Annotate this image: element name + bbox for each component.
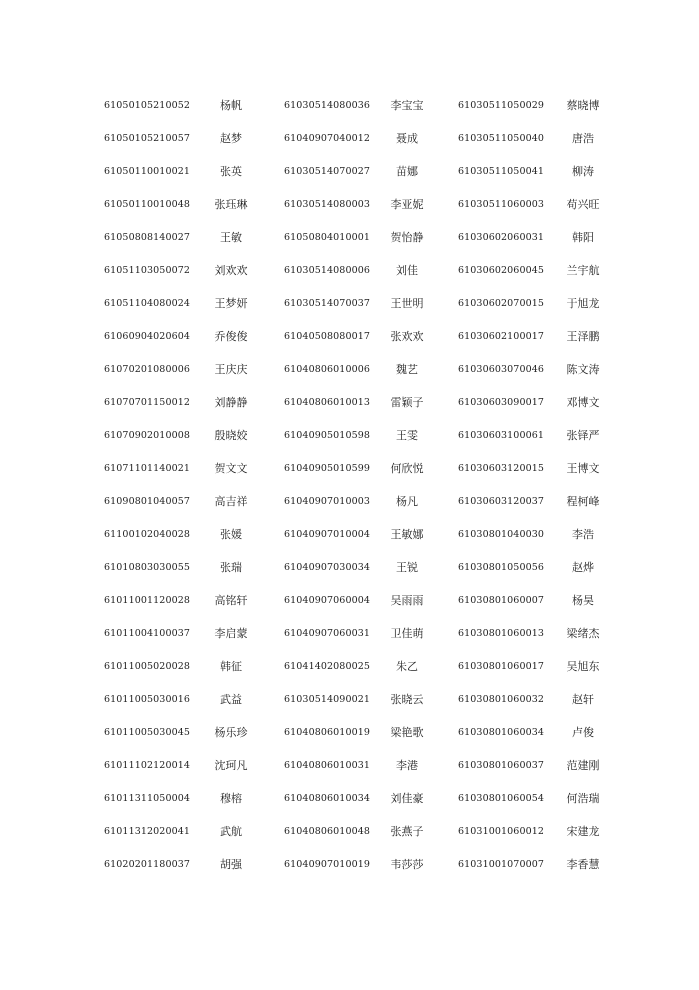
candidate-id: 61070701150012 xyxy=(104,397,191,408)
candidate-id: 61030511050041 xyxy=(458,166,545,177)
candidate-id: 61030602070015 xyxy=(458,298,545,309)
table-row xyxy=(0,453,699,486)
candidate-id: 61040907010004 xyxy=(284,529,371,540)
candidate-id: 61100102040028 xyxy=(104,529,191,540)
candidate-id: 61030801060037 xyxy=(458,760,545,771)
candidate-id: 61011005020028 xyxy=(104,661,191,672)
candidate-name: 张晓云 xyxy=(390,693,424,706)
candidate-name: 李启蒙 xyxy=(214,627,248,640)
table-row xyxy=(0,90,699,123)
candidate-name: 王敏 xyxy=(220,231,242,244)
candidate-id: 61011001120028 xyxy=(104,595,191,606)
candidate-name: 张燕子 xyxy=(390,825,424,838)
candidate-name: 赵梦 xyxy=(220,132,242,145)
candidate-id: 61011005030016 xyxy=(104,694,191,705)
candidate-id: 61031001070007 xyxy=(458,859,545,870)
candidate-id: 61030801060013 xyxy=(458,628,545,639)
candidate-id: 61040907040012 xyxy=(284,133,371,144)
table-row xyxy=(0,552,699,585)
candidate-id: 61011311050004 xyxy=(104,793,191,804)
candidate-id: 61030603100061 xyxy=(458,430,545,441)
table-row xyxy=(0,750,699,783)
candidate-id: 61030801060034 xyxy=(458,727,545,738)
candidate-name: 王敏娜 xyxy=(390,528,424,541)
candidate-name: 高铭轩 xyxy=(214,594,248,607)
candidate-id: 61030514090021 xyxy=(284,694,371,705)
candidate-id: 61030602100017 xyxy=(458,331,545,342)
candidate-name: 殷晓姣 xyxy=(214,429,248,442)
candidate-name: 李浩 xyxy=(572,528,594,541)
candidate-name: 刘静静 xyxy=(214,396,248,409)
candidate-id: 61071101140021 xyxy=(104,463,191,474)
candidate-name: 刘佳 xyxy=(396,264,418,277)
candidate-id: 61030514070027 xyxy=(284,166,371,177)
candidate-id: 61040907030034 xyxy=(284,562,371,573)
candidate-name: 卢俊 xyxy=(572,726,594,739)
candidate-id: 61020201180037 xyxy=(104,859,191,870)
candidate-name: 乔俊俊 xyxy=(214,330,248,343)
candidate-id: 61040905010598 xyxy=(284,430,371,441)
candidate-id: 61040907010019 xyxy=(284,859,371,870)
table-row xyxy=(0,156,699,189)
table-row xyxy=(0,255,699,288)
candidate-name: 柳涛 xyxy=(572,165,594,178)
candidate-name: 王泽鹏 xyxy=(566,330,600,343)
candidate-id: 61040806010013 xyxy=(284,397,371,408)
candidate-id: 61011005030045 xyxy=(104,727,191,738)
roster-table xyxy=(0,90,699,882)
table-row xyxy=(0,585,699,618)
candidate-name: 张媛 xyxy=(220,528,242,541)
candidate-name: 张铎严 xyxy=(566,429,600,442)
table-row xyxy=(0,816,699,849)
candidate-name: 李亚妮 xyxy=(390,198,424,211)
candidate-name: 张英 xyxy=(220,165,242,178)
candidate-id: 61031001060012 xyxy=(458,826,545,837)
candidate-id: 61050110010048 xyxy=(104,199,191,210)
candidate-id: 61030801060017 xyxy=(458,661,545,672)
candidate-name: 杨帆 xyxy=(220,99,242,112)
candidate-id: 61051103050072 xyxy=(104,265,191,276)
candidate-name: 韩征 xyxy=(220,660,242,673)
candidate-id: 61040806010019 xyxy=(284,727,371,738)
candidate-id: 61030801060032 xyxy=(458,694,545,705)
candidate-name: 张欢欢 xyxy=(390,330,424,343)
table-row xyxy=(0,354,699,387)
candidate-name: 何浩瑞 xyxy=(566,792,600,805)
candidate-name: 贺怡静 xyxy=(390,231,424,244)
candidate-name: 蔡晓博 xyxy=(566,99,600,112)
candidate-name: 王博文 xyxy=(566,462,600,475)
candidate-name: 李港 xyxy=(396,759,418,772)
candidate-name: 陈文涛 xyxy=(566,363,600,376)
candidate-name: 何欣悦 xyxy=(390,462,424,475)
candidate-id: 61010803030055 xyxy=(104,562,191,573)
candidate-id: 61030511050040 xyxy=(458,133,545,144)
candidate-id: 61030603120037 xyxy=(458,496,545,507)
candidate-name: 梁绪杰 xyxy=(566,627,600,640)
candidate-id: 61030514070037 xyxy=(284,298,371,309)
candidate-name: 张瑞 xyxy=(220,561,242,574)
candidate-name: 王锐 xyxy=(396,561,418,574)
candidate-name: 王雯 xyxy=(396,429,418,442)
table-row xyxy=(0,717,699,750)
table-row xyxy=(0,486,699,519)
table-row xyxy=(0,849,699,882)
candidate-name: 刘佳豪 xyxy=(390,792,424,805)
candidate-name: 韦莎莎 xyxy=(390,858,424,871)
candidate-id: 61030801040030 xyxy=(458,529,545,540)
candidate-name: 穆榕 xyxy=(220,792,242,805)
candidate-name: 王世明 xyxy=(390,297,424,310)
candidate-id: 61030514080006 xyxy=(284,265,371,276)
table-row xyxy=(0,189,699,222)
candidate-id: 61040806010034 xyxy=(284,793,371,804)
table-row xyxy=(0,519,699,552)
candidate-id: 61030801050056 xyxy=(458,562,545,573)
candidate-name: 张珏琳 xyxy=(214,198,248,211)
candidate-name: 胡强 xyxy=(220,858,242,871)
candidate-id: 61041402080025 xyxy=(284,661,371,672)
candidate-id: 61030511060003 xyxy=(458,199,545,210)
candidate-name: 兰宇航 xyxy=(566,264,600,277)
candidate-id: 61090801040057 xyxy=(104,496,191,507)
candidate-name: 苟兴旺 xyxy=(566,198,600,211)
table-row xyxy=(0,420,699,453)
candidate-id: 61030514080003 xyxy=(284,199,371,210)
candidate-name: 苗娜 xyxy=(396,165,418,178)
candidate-name: 武益 xyxy=(220,693,242,706)
candidate-name: 梁艳歌 xyxy=(390,726,424,739)
candidate-id: 61040508080017 xyxy=(284,331,371,342)
candidate-name: 王梦妍 xyxy=(214,297,248,310)
candidate-id: 61011312020041 xyxy=(104,826,191,837)
candidate-name: 李香慧 xyxy=(566,858,600,871)
candidate-name: 王庆庆 xyxy=(214,363,248,376)
candidate-name: 赵轩 xyxy=(572,693,594,706)
table-row xyxy=(0,123,699,156)
candidate-name: 武航 xyxy=(220,825,242,838)
candidate-id: 61050804010001 xyxy=(284,232,371,243)
candidate-id: 61030511050029 xyxy=(458,100,545,111)
candidate-id: 61051104080024 xyxy=(104,298,191,309)
candidate-name: 雷颖子 xyxy=(390,396,424,409)
candidate-name: 吴旭东 xyxy=(566,660,600,673)
candidate-id: 61040907060004 xyxy=(284,595,371,606)
candidate-id: 61040806010048 xyxy=(284,826,371,837)
table-row xyxy=(0,618,699,651)
candidate-name: 范建刚 xyxy=(566,759,600,772)
candidate-id: 61040806010006 xyxy=(284,364,371,375)
candidate-name: 邓博文 xyxy=(566,396,600,409)
candidate-name: 聂成 xyxy=(396,132,418,145)
candidate-id: 61050808140027 xyxy=(104,232,191,243)
table-row xyxy=(0,387,699,420)
candidate-name: 杨乐珍 xyxy=(214,726,248,739)
candidate-name: 沈珂凡 xyxy=(214,759,248,772)
candidate-id: 61070201080006 xyxy=(104,364,191,375)
candidate-name: 刘欢欢 xyxy=(214,264,248,277)
candidate-id: 61040806010031 xyxy=(284,760,371,771)
candidate-name: 李宝宝 xyxy=(390,99,424,112)
candidate-name: 赵烨 xyxy=(572,561,594,574)
candidate-id: 61030603070046 xyxy=(458,364,545,375)
table-row xyxy=(0,321,699,354)
candidate-id: 61050105210052 xyxy=(104,100,191,111)
candidate-id: 61050105210057 xyxy=(104,133,191,144)
table-row xyxy=(0,684,699,717)
candidate-id: 61060904020604 xyxy=(104,331,191,342)
candidate-id: 61040905010599 xyxy=(284,463,371,474)
candidate-id: 61030603090017 xyxy=(458,397,545,408)
table-row xyxy=(0,222,699,255)
candidate-name: 唐浩 xyxy=(572,132,594,145)
candidate-name: 于旭龙 xyxy=(566,297,600,310)
candidate-id: 61030801060054 xyxy=(458,793,545,804)
candidate-name: 程柯峰 xyxy=(566,495,600,508)
candidate-name: 朱乙 xyxy=(396,660,418,673)
candidate-name: 杨昊 xyxy=(572,594,594,607)
candidate-id: 61030602060031 xyxy=(458,232,545,243)
candidate-name: 高吉祥 xyxy=(214,495,248,508)
candidate-name: 宋建龙 xyxy=(566,825,600,838)
candidate-name: 贺文文 xyxy=(214,462,248,475)
candidate-name: 魏艺 xyxy=(396,363,418,376)
table-row xyxy=(0,651,699,684)
candidate-name: 杨凡 xyxy=(396,495,418,508)
candidate-id: 61011102120014 xyxy=(104,760,191,771)
candidate-id: 61070902010008 xyxy=(104,430,191,441)
candidate-id: 61030603120015 xyxy=(458,463,545,474)
candidate-name: 吴雨雨 xyxy=(390,594,424,607)
candidate-id: 61030602060045 xyxy=(458,265,545,276)
candidate-id: 61040907010003 xyxy=(284,496,371,507)
candidate-id: 61050110010021 xyxy=(104,166,191,177)
candidate-id: 61011004100037 xyxy=(104,628,191,639)
candidate-name: 韩阳 xyxy=(572,231,594,244)
candidate-id: 61040907060031 xyxy=(284,628,371,639)
table-row xyxy=(0,288,699,321)
candidate-id: 61030514080036 xyxy=(284,100,371,111)
table-row xyxy=(0,783,699,816)
candidate-id: 61030801060007 xyxy=(458,595,545,606)
candidate-name: 卫佳萌 xyxy=(390,627,424,640)
